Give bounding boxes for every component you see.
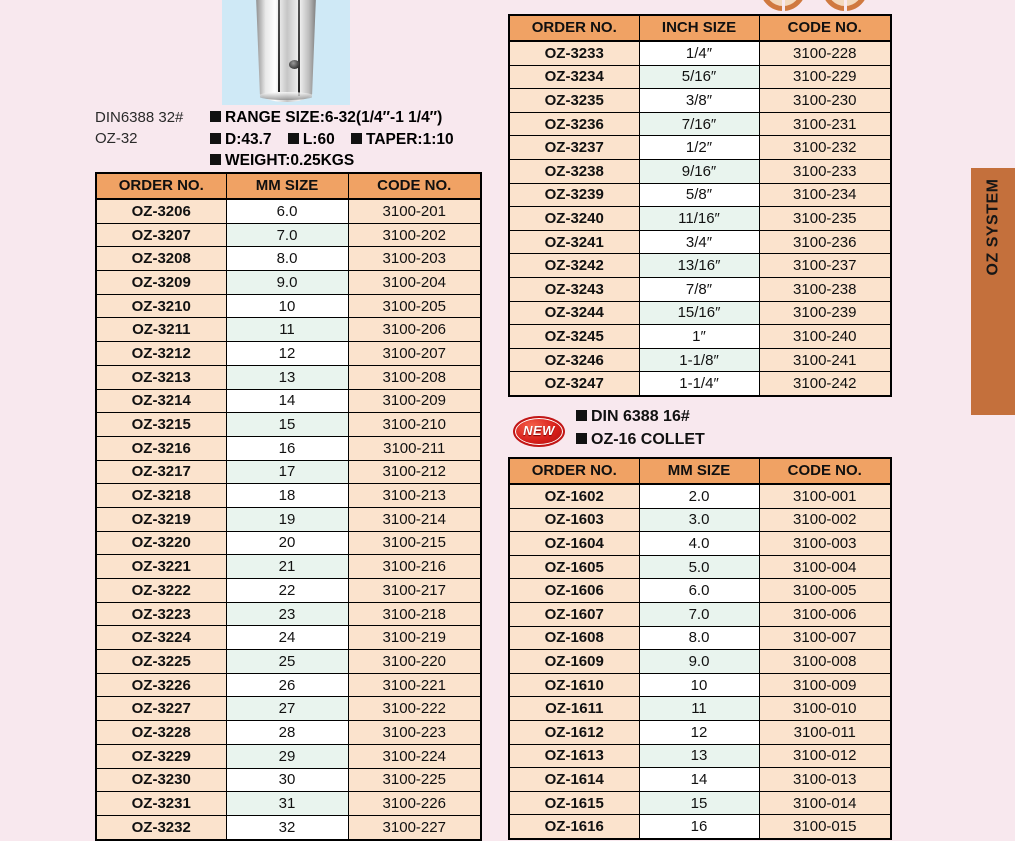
size-cell: 1-1/8″ <box>639 348 759 372</box>
column-header: MM SIZE <box>639 458 759 484</box>
order-no-cell: OZ-3206 <box>96 199 226 223</box>
code-no-cell: 3100-219 <box>348 626 481 650</box>
order-no-cell: OZ-1612 <box>509 720 639 744</box>
size-cell: 15 <box>226 413 348 437</box>
order-no-cell: OZ-3225 <box>96 650 226 674</box>
size-cell: 20 <box>226 531 348 555</box>
size-cell: 2.0 <box>639 484 759 508</box>
table-row <box>509 325 891 349</box>
order-no-cell: OZ-1611 <box>509 697 639 721</box>
size-cell: 7/16″ <box>639 112 759 136</box>
code-no-cell: 3100-241 <box>759 348 891 372</box>
code-no-cell: 3100-207 <box>348 342 481 366</box>
table-row <box>509 744 891 768</box>
code-no-cell: 3100-013 <box>759 768 891 792</box>
table-row <box>96 579 481 603</box>
size-cell: 6.0 <box>226 199 348 223</box>
table-row <box>509 484 891 508</box>
table-row <box>96 247 481 271</box>
table-row <box>509 136 891 160</box>
size-cell: 11 <box>226 318 348 342</box>
order-no-cell: OZ-1615 <box>509 791 639 815</box>
code-no-cell: 3100-237 <box>759 254 891 278</box>
order-no-cell: OZ-3244 <box>509 301 639 325</box>
table-row <box>509 626 891 650</box>
oz16-heading-standard <box>576 406 705 429</box>
table-row <box>509 230 891 254</box>
order-no-cell: OZ-1614 <box>509 768 639 792</box>
size-cell: 21 <box>226 555 348 579</box>
code-no-cell: 3100-217 <box>348 579 481 603</box>
size-cell: 8.0 <box>639 626 759 650</box>
spec-line-weight <box>210 150 454 172</box>
order-no-cell: OZ-1610 <box>509 673 639 697</box>
spec-line-dimensions <box>210 129 454 151</box>
size-cell: 14 <box>639 768 759 792</box>
order-no-cell: OZ-3241 <box>509 230 639 254</box>
order-no-cell: OZ-3243 <box>509 277 639 301</box>
code-no-cell: 3100-227 <box>348 815 481 839</box>
size-cell: 10 <box>639 673 759 697</box>
table-row <box>96 697 481 721</box>
code-no-cell: 3100-002 <box>759 508 891 532</box>
code-no-cell: 3100-209 <box>348 389 481 413</box>
code-no-cell: 3100-220 <box>348 650 481 674</box>
table-row <box>509 183 891 207</box>
order-no-cell: OZ-3230 <box>96 768 226 792</box>
new-badge <box>513 416 565 447</box>
column-header: MM SIZE <box>226 173 348 199</box>
table-row <box>509 673 891 697</box>
code-no-cell: 3100-242 <box>759 372 891 396</box>
order-no-cell: OZ-1613 <box>509 744 639 768</box>
size-cell: 13 <box>226 365 348 389</box>
code-no-cell: 3100-228 <box>759 41 891 65</box>
code-no-cell: 3100-015 <box>759 815 891 839</box>
column-header: CODE NO. <box>348 173 481 199</box>
code-no-cell: 3100-234 <box>759 183 891 207</box>
size-cell: 18 <box>226 484 348 508</box>
oz16-collet-text: OZ-16 COLLET <box>591 430 705 448</box>
size-cell: 1″ <box>639 325 759 349</box>
size-cell: 3.0 <box>639 508 759 532</box>
size-cell: 7.0 <box>226 223 348 247</box>
order-no-cell: OZ-3222 <box>96 579 226 603</box>
spec-range-size: RANGE SIZE:6-32(1/4″-1 1/4″) <box>225 109 443 126</box>
size-cell: 25 <box>226 650 348 674</box>
table-row <box>509 508 891 532</box>
code-no-cell: 3100-229 <box>759 65 891 89</box>
table-row <box>96 507 481 531</box>
size-cell: 23 <box>226 602 348 626</box>
code-no-cell: 3100-239 <box>759 301 891 325</box>
bullet-square-icon <box>288 133 299 144</box>
order-no-cell: OZ-3215 <box>96 413 226 437</box>
order-no-cell: OZ-3236 <box>509 112 639 136</box>
size-cell: 14 <box>226 389 348 413</box>
order-no-cell: OZ-3223 <box>96 602 226 626</box>
order-no-cell: OZ-3240 <box>509 207 639 231</box>
table-row <box>96 342 481 366</box>
model-label-block <box>95 107 183 149</box>
table-row <box>96 673 481 697</box>
bullet-square-icon <box>210 111 221 122</box>
order-no-cell: OZ-3220 <box>96 531 226 555</box>
bullet-square-icon <box>576 433 587 444</box>
code-no-cell: 3100-204 <box>348 271 481 295</box>
order-no-cell: OZ-1605 <box>509 555 639 579</box>
code-no-cell: 3100-206 <box>348 318 481 342</box>
table-row <box>96 602 481 626</box>
size-cell: 7.0 <box>639 602 759 626</box>
table-row <box>96 555 481 579</box>
table-row <box>509 372 891 396</box>
order-no-cell: OZ-3216 <box>96 436 226 460</box>
code-no-cell: 3100-222 <box>348 697 481 721</box>
size-cell: 11 <box>639 697 759 721</box>
order-no-cell: OZ-3209 <box>96 271 226 295</box>
order-no-cell: OZ-3237 <box>509 136 639 160</box>
spec-diameter: D:43.7 <box>225 130 272 148</box>
size-cell: 16 <box>639 815 759 839</box>
order-no-cell: OZ-3239 <box>509 183 639 207</box>
code-no-cell: 3100-010 <box>759 697 891 721</box>
table-row <box>96 460 481 484</box>
oz16-standard-text: DIN 6388 16# <box>591 408 690 425</box>
table-row <box>96 721 481 745</box>
size-cell: 6.0 <box>639 579 759 603</box>
table-row <box>96 389 481 413</box>
collet-top-view-icon <box>760 0 806 11</box>
code-no-cell: 3100-004 <box>759 555 891 579</box>
size-cell: 10 <box>226 294 348 318</box>
table-row <box>509 720 891 744</box>
column-header: ORDER NO. <box>509 15 639 41</box>
oz-system-tab[interactable] <box>971 168 1015 415</box>
order-no-cell: OZ-1608 <box>509 626 639 650</box>
size-cell: 12 <box>639 720 759 744</box>
oz-system-tab-label: OZ SYSTEM <box>984 178 1001 275</box>
spec-line-range <box>210 107 454 129</box>
size-cell: 28 <box>226 721 348 745</box>
spec-length: L:60 <box>302 130 335 148</box>
order-no-cell: OZ-1607 <box>509 602 639 626</box>
size-cell: 31 <box>226 792 348 816</box>
mm-size-table-oz32 <box>95 172 482 841</box>
order-no-cell: OZ-1606 <box>509 579 639 603</box>
order-no-cell: OZ-3224 <box>96 626 226 650</box>
table-row <box>509 815 891 839</box>
order-no-cell: OZ-1604 <box>509 532 639 556</box>
size-cell: 4.0 <box>639 532 759 556</box>
size-cell: 1/4″ <box>639 41 759 65</box>
order-no-cell: OZ-3227 <box>96 697 226 721</box>
table-row <box>96 815 481 839</box>
column-header: INCH SIZE <box>639 15 759 41</box>
code-no-cell: 3100-007 <box>759 626 891 650</box>
order-no-cell: OZ-3221 <box>96 555 226 579</box>
code-no-cell: 3100-202 <box>348 223 481 247</box>
mm-size-table-oz16 <box>508 457 892 840</box>
size-cell: 3/4″ <box>639 230 759 254</box>
table-row <box>96 413 481 437</box>
size-cell: 15/16″ <box>639 301 759 325</box>
size-cell: 5.0 <box>639 555 759 579</box>
size-cell: 9.0 <box>639 650 759 674</box>
order-no-cell: OZ-3247 <box>509 372 639 396</box>
oz16-heading-block <box>576 406 705 451</box>
table-row <box>96 365 481 389</box>
bullet-square-icon <box>576 410 587 421</box>
code-no-cell: 3100-009 <box>759 673 891 697</box>
spec-taper: TAPER:1:10 <box>366 130 454 148</box>
inch-size-table-oz32 <box>508 14 892 397</box>
collet-slit-line <box>278 0 280 92</box>
order-no-cell: OZ-3211 <box>96 318 226 342</box>
code-no-cell: 3100-236 <box>759 230 891 254</box>
size-cell: 13/16″ <box>639 254 759 278</box>
column-header: ORDER NO. <box>96 173 226 199</box>
table-row <box>509 301 891 325</box>
code-no-cell: 3100-223 <box>348 721 481 745</box>
order-no-cell: OZ-3235 <box>509 89 639 113</box>
spec-weight: WEIGHT:0.25KGS <box>225 152 355 169</box>
size-cell: 19 <box>226 507 348 531</box>
code-no-cell: 3100-003 <box>759 532 891 556</box>
table-row <box>509 159 891 183</box>
table-row <box>96 223 481 247</box>
column-header: CODE NO. <box>759 458 891 484</box>
code-no-cell: 3100-233 <box>759 159 891 183</box>
table-row <box>96 744 481 768</box>
size-cell: 13 <box>639 744 759 768</box>
code-no-cell: 3100-240 <box>759 325 891 349</box>
table-row <box>96 484 481 508</box>
size-cell: 5/8″ <box>639 183 759 207</box>
table-row <box>509 277 891 301</box>
spec-list <box>210 107 454 172</box>
bullet-square-icon <box>351 133 362 144</box>
table-row <box>96 626 481 650</box>
code-no-cell: 3100-225 <box>348 768 481 792</box>
order-no-cell: OZ-3229 <box>96 744 226 768</box>
size-cell: 17 <box>226 460 348 484</box>
code-no-cell: 3100-231 <box>759 112 891 136</box>
code-no-cell: 3100-001 <box>759 484 891 508</box>
table-row <box>96 531 481 555</box>
bullet-square-icon <box>210 154 221 165</box>
code-no-cell: 3100-005 <box>759 579 891 603</box>
code-no-cell: 3100-224 <box>348 744 481 768</box>
table-row <box>96 768 481 792</box>
order-no-cell: OZ-3214 <box>96 389 226 413</box>
code-no-cell: 3100-211 <box>348 436 481 460</box>
code-no-cell: 3100-230 <box>759 89 891 113</box>
table-row <box>509 65 891 89</box>
code-no-cell: 3100-203 <box>348 247 481 271</box>
code-no-cell: 3100-212 <box>348 460 481 484</box>
collet-cylinder-graphic <box>256 0 316 102</box>
table-row <box>96 436 481 460</box>
code-no-cell: 3100-215 <box>348 531 481 555</box>
size-cell: 24 <box>226 626 348 650</box>
table-row <box>509 41 891 65</box>
size-cell: 1/2″ <box>639 136 759 160</box>
order-no-cell: OZ-3226 <box>96 673 226 697</box>
order-no-cell: OZ-1603 <box>509 508 639 532</box>
order-no-cell: OZ-3218 <box>96 484 226 508</box>
table-row <box>509 207 891 231</box>
order-no-cell: OZ-3231 <box>96 792 226 816</box>
order-no-cell: OZ-3213 <box>96 365 226 389</box>
size-cell: 9.0 <box>226 271 348 295</box>
code-no-cell: 3100-201 <box>348 199 481 223</box>
order-no-cell: OZ-3217 <box>96 460 226 484</box>
collet-product-image <box>222 0 350 105</box>
order-no-cell: OZ-3232 <box>96 815 226 839</box>
table-row <box>96 650 481 674</box>
order-no-cell: OZ-1609 <box>509 650 639 674</box>
size-cell: 15 <box>639 791 759 815</box>
size-cell: 29 <box>226 744 348 768</box>
size-cell: 22 <box>226 579 348 603</box>
size-cell: 9/16″ <box>639 159 759 183</box>
size-cell: 3/8″ <box>639 89 759 113</box>
column-header: ORDER NO. <box>509 458 639 484</box>
table-row <box>509 532 891 556</box>
order-no-cell: OZ-3245 <box>509 325 639 349</box>
table-row <box>509 650 891 674</box>
code-no-cell: 3100-008 <box>759 650 891 674</box>
order-no-cell: OZ-3238 <box>509 159 639 183</box>
table-row <box>509 791 891 815</box>
code-no-cell: 3100-226 <box>348 792 481 816</box>
code-no-cell: 3100-213 <box>348 484 481 508</box>
collet-slit-line <box>298 0 300 96</box>
code-no-cell: 3100-014 <box>759 791 891 815</box>
order-no-cell: OZ-3234 <box>509 65 639 89</box>
table-row <box>96 294 481 318</box>
table-row <box>509 112 891 136</box>
size-cell: 11/16″ <box>639 207 759 231</box>
order-no-cell: OZ-3228 <box>96 721 226 745</box>
size-cell: 26 <box>226 673 348 697</box>
order-no-cell: OZ-3242 <box>509 254 639 278</box>
code-no-cell: 3100-232 <box>759 136 891 160</box>
order-no-cell: OZ-1602 <box>509 484 639 508</box>
table-row <box>96 271 481 295</box>
code-no-cell: 3100-218 <box>348 602 481 626</box>
code-no-cell: 3100-221 <box>348 673 481 697</box>
order-no-cell: OZ-3208 <box>96 247 226 271</box>
column-header: CODE NO. <box>759 15 891 41</box>
bullet-square-icon <box>210 133 221 144</box>
table-row <box>509 555 891 579</box>
code-no-cell: 3100-235 <box>759 207 891 231</box>
code-no-cell: 3100-210 <box>348 413 481 437</box>
oz16-heading-collet <box>576 429 705 452</box>
size-cell: 12 <box>226 342 348 366</box>
table-row <box>509 602 891 626</box>
collet-hole <box>289 60 300 69</box>
order-no-cell: OZ-3207 <box>96 223 226 247</box>
table-row <box>509 697 891 721</box>
code-no-cell: 3100-006 <box>759 602 891 626</box>
size-cell: 16 <box>226 436 348 460</box>
table-row <box>96 318 481 342</box>
size-cell: 30 <box>226 768 348 792</box>
table-row <box>509 579 891 603</box>
code-no-cell: 3100-214 <box>348 507 481 531</box>
table-row <box>96 199 481 223</box>
size-cell: 5/16″ <box>639 65 759 89</box>
collet-top-view-icon <box>822 0 868 11</box>
table-row <box>96 792 481 816</box>
table-row <box>509 768 891 792</box>
table-row <box>509 348 891 372</box>
table-row <box>509 254 891 278</box>
order-no-cell: OZ-3246 <box>509 348 639 372</box>
order-no-cell: OZ-3219 <box>96 507 226 531</box>
collet-rim <box>258 92 314 100</box>
table-row <box>509 89 891 113</box>
size-cell: 1-1/4″ <box>639 372 759 396</box>
size-cell: 8.0 <box>226 247 348 271</box>
order-no-cell: OZ-1616 <box>509 815 639 839</box>
code-no-cell: 3100-238 <box>759 277 891 301</box>
model-standard: DIN6388 32# <box>95 109 184 126</box>
code-no-cell: 3100-216 <box>348 555 481 579</box>
code-no-cell: 3100-205 <box>348 294 481 318</box>
size-cell: 32 <box>226 815 348 839</box>
code-no-cell: 3100-011 <box>759 720 891 744</box>
size-cell: 7/8″ <box>639 277 759 301</box>
new-badge-label: NEW <box>523 423 555 438</box>
order-no-cell: OZ-3212 <box>96 342 226 366</box>
order-no-cell: OZ-3233 <box>509 41 639 65</box>
code-no-cell: 3100-012 <box>759 744 891 768</box>
code-no-cell: 3100-208 <box>348 365 481 389</box>
model-number: OZ-32 <box>95 130 138 147</box>
order-no-cell: OZ-3210 <box>96 294 226 318</box>
size-cell: 27 <box>226 697 348 721</box>
